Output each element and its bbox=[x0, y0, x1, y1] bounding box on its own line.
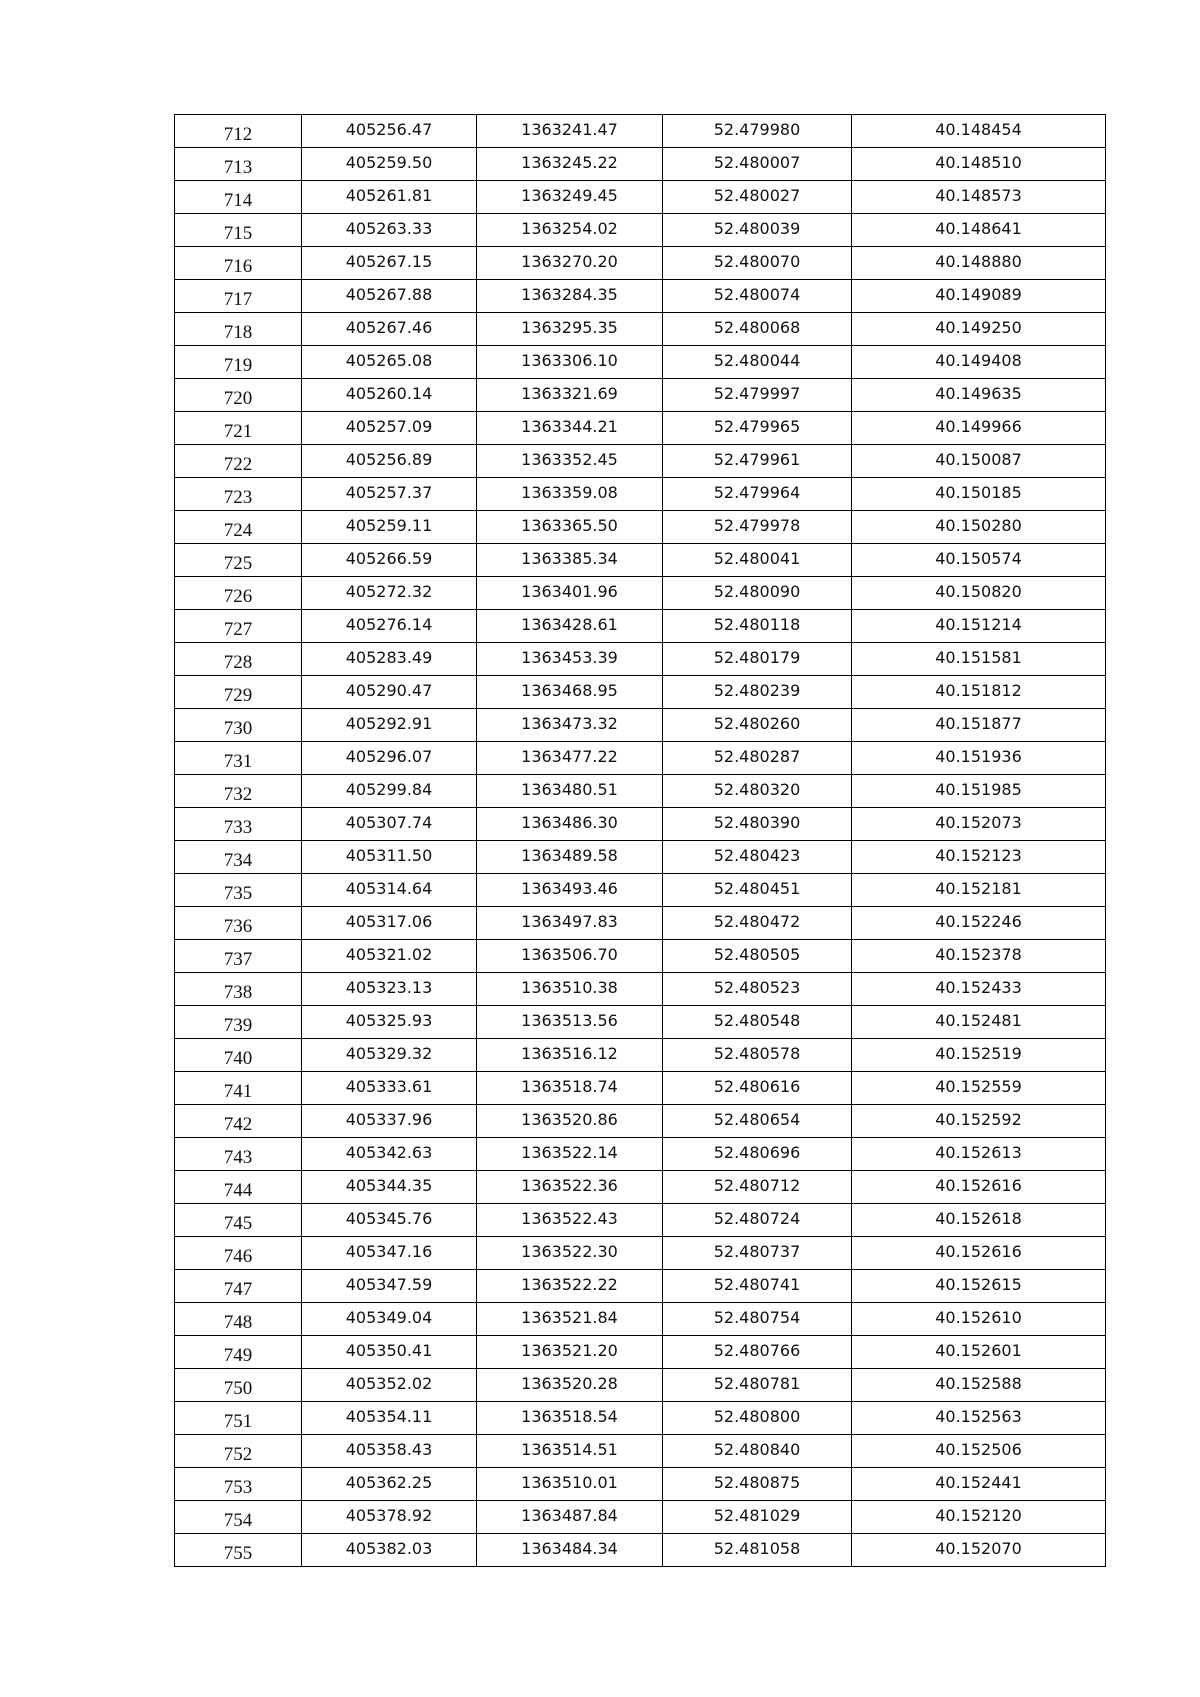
longitude-cell: 40.152588 bbox=[852, 1369, 1106, 1402]
x-coordinate-cell: 405267.15 bbox=[302, 247, 477, 280]
point-number-cell: 738 bbox=[175, 973, 302, 1006]
latitude-cell: 52.479978 bbox=[663, 511, 852, 544]
y-coordinate-cell: 1363520.28 bbox=[477, 1369, 663, 1402]
table-row bbox=[175, 841, 1106, 874]
longitude-cell: 40.149408 bbox=[852, 346, 1106, 379]
point-number-cell: 724 bbox=[175, 511, 302, 544]
y-coordinate-cell: 1363493.46 bbox=[477, 874, 663, 907]
table-row bbox=[175, 874, 1106, 907]
y-coordinate-cell: 1363477.22 bbox=[477, 742, 663, 775]
table-row bbox=[175, 1369, 1106, 1402]
x-coordinate-cell: 405265.08 bbox=[302, 346, 477, 379]
table-row bbox=[175, 808, 1106, 841]
x-coordinate-cell: 405378.92 bbox=[302, 1501, 477, 1534]
longitude-cell: 40.152559 bbox=[852, 1072, 1106, 1105]
y-coordinate-cell: 1363321.69 bbox=[477, 379, 663, 412]
y-coordinate-cell: 1363245.22 bbox=[477, 148, 663, 181]
table-row bbox=[175, 214, 1106, 247]
x-coordinate-cell: 405263.33 bbox=[302, 214, 477, 247]
longitude-cell: 40.152506 bbox=[852, 1435, 1106, 1468]
longitude-cell: 40.152616 bbox=[852, 1171, 1106, 1204]
table-row bbox=[175, 478, 1106, 511]
x-coordinate-cell: 405323.13 bbox=[302, 973, 477, 1006]
latitude-cell: 52.480041 bbox=[663, 544, 852, 577]
table-row bbox=[175, 742, 1106, 775]
table-row bbox=[175, 1402, 1106, 1435]
latitude-cell: 52.480044 bbox=[663, 346, 852, 379]
longitude-cell: 40.152563 bbox=[852, 1402, 1106, 1435]
point-number-cell: 718 bbox=[175, 313, 302, 346]
longitude-cell: 40.152181 bbox=[852, 874, 1106, 907]
x-coordinate-cell: 405256.47 bbox=[302, 115, 477, 148]
x-coordinate-cell: 405307.74 bbox=[302, 808, 477, 841]
point-number-cell: 754 bbox=[175, 1501, 302, 1534]
point-number-cell: 741 bbox=[175, 1072, 302, 1105]
longitude-cell: 40.150087 bbox=[852, 445, 1106, 478]
x-coordinate-cell: 405349.04 bbox=[302, 1303, 477, 1336]
point-number-cell: 740 bbox=[175, 1039, 302, 1072]
latitude-cell: 52.480875 bbox=[663, 1468, 852, 1501]
table-row bbox=[175, 1501, 1106, 1534]
table-row bbox=[175, 1468, 1106, 1501]
point-number-cell: 730 bbox=[175, 709, 302, 742]
longitude-cell: 40.151812 bbox=[852, 676, 1106, 709]
latitude-cell: 52.480390 bbox=[663, 808, 852, 841]
point-number-cell: 717 bbox=[175, 280, 302, 313]
y-coordinate-cell: 1363254.02 bbox=[477, 214, 663, 247]
point-number-cell: 750 bbox=[175, 1369, 302, 1402]
y-coordinate-cell: 1363510.01 bbox=[477, 1468, 663, 1501]
latitude-cell: 52.480007 bbox=[663, 148, 852, 181]
table-row bbox=[175, 1534, 1106, 1567]
latitude-cell: 52.480523 bbox=[663, 973, 852, 1006]
longitude-cell: 40.151985 bbox=[852, 775, 1106, 808]
x-coordinate-cell: 405317.06 bbox=[302, 907, 477, 940]
longitude-cell: 40.152433 bbox=[852, 973, 1106, 1006]
point-number-cell: 748 bbox=[175, 1303, 302, 1336]
longitude-cell: 40.148641 bbox=[852, 214, 1106, 247]
latitude-cell: 52.481029 bbox=[663, 1501, 852, 1534]
longitude-cell: 40.152073 bbox=[852, 808, 1106, 841]
latitude-cell: 52.480090 bbox=[663, 577, 852, 610]
table-row bbox=[175, 511, 1106, 544]
point-number-cell: 747 bbox=[175, 1270, 302, 1303]
longitude-cell: 40.150185 bbox=[852, 478, 1106, 511]
point-number-cell: 734 bbox=[175, 841, 302, 874]
x-coordinate-cell: 405267.46 bbox=[302, 313, 477, 346]
table-row bbox=[175, 247, 1106, 280]
table-row bbox=[175, 115, 1106, 148]
latitude-cell: 52.480472 bbox=[663, 907, 852, 940]
table-row bbox=[175, 1270, 1106, 1303]
point-number-cell: 723 bbox=[175, 478, 302, 511]
table-row bbox=[175, 1303, 1106, 1336]
longitude-cell: 40.151936 bbox=[852, 742, 1106, 775]
longitude-cell: 40.148510 bbox=[852, 148, 1106, 181]
y-coordinate-cell: 1363510.38 bbox=[477, 973, 663, 1006]
latitude-cell: 52.480118 bbox=[663, 610, 852, 643]
x-coordinate-cell: 405261.81 bbox=[302, 181, 477, 214]
point-number-cell: 733 bbox=[175, 808, 302, 841]
table-row bbox=[175, 1138, 1106, 1171]
table-row bbox=[175, 940, 1106, 973]
longitude-cell: 40.149966 bbox=[852, 412, 1106, 445]
y-coordinate-cell: 1363514.51 bbox=[477, 1435, 663, 1468]
point-number-cell: 751 bbox=[175, 1402, 302, 1435]
latitude-cell: 52.480039 bbox=[663, 214, 852, 247]
point-number-cell: 739 bbox=[175, 1006, 302, 1039]
latitude-cell: 52.480754 bbox=[663, 1303, 852, 1336]
x-coordinate-cell: 405325.93 bbox=[302, 1006, 477, 1039]
y-coordinate-cell: 1363521.20 bbox=[477, 1336, 663, 1369]
x-coordinate-cell: 405283.49 bbox=[302, 643, 477, 676]
latitude-cell: 52.480548 bbox=[663, 1006, 852, 1039]
latitude-cell: 52.480840 bbox=[663, 1435, 852, 1468]
longitude-cell: 40.149635 bbox=[852, 379, 1106, 412]
coordinates-table-body bbox=[175, 115, 1106, 1567]
x-coordinate-cell: 405354.11 bbox=[302, 1402, 477, 1435]
latitude-cell: 52.479964 bbox=[663, 478, 852, 511]
latitude-cell: 52.480578 bbox=[663, 1039, 852, 1072]
longitude-cell: 40.149089 bbox=[852, 280, 1106, 313]
x-coordinate-cell: 405342.63 bbox=[302, 1138, 477, 1171]
table-row bbox=[175, 1006, 1106, 1039]
x-coordinate-cell: 405333.61 bbox=[302, 1072, 477, 1105]
y-coordinate-cell: 1363520.86 bbox=[477, 1105, 663, 1138]
y-coordinate-cell: 1363270.20 bbox=[477, 247, 663, 280]
latitude-cell: 52.479961 bbox=[663, 445, 852, 478]
point-number-cell: 716 bbox=[175, 247, 302, 280]
point-number-cell: 753 bbox=[175, 1468, 302, 1501]
longitude-cell: 40.148880 bbox=[852, 247, 1106, 280]
table-row bbox=[175, 544, 1106, 577]
x-coordinate-cell: 405352.02 bbox=[302, 1369, 477, 1402]
x-coordinate-cell: 405257.37 bbox=[302, 478, 477, 511]
x-coordinate-cell: 405347.59 bbox=[302, 1270, 477, 1303]
point-number-cell: 735 bbox=[175, 874, 302, 907]
point-number-cell: 713 bbox=[175, 148, 302, 181]
table-row bbox=[175, 1237, 1106, 1270]
point-number-cell: 746 bbox=[175, 1237, 302, 1270]
longitude-cell: 40.151877 bbox=[852, 709, 1106, 742]
table-row bbox=[175, 181, 1106, 214]
y-coordinate-cell: 1363518.54 bbox=[477, 1402, 663, 1435]
y-coordinate-cell: 1363486.30 bbox=[477, 808, 663, 841]
y-coordinate-cell: 1363522.36 bbox=[477, 1171, 663, 1204]
longitude-cell: 40.148454 bbox=[852, 115, 1106, 148]
x-coordinate-cell: 405350.41 bbox=[302, 1336, 477, 1369]
y-coordinate-cell: 1363295.35 bbox=[477, 313, 663, 346]
y-coordinate-cell: 1363506.70 bbox=[477, 940, 663, 973]
latitude-cell: 52.479997 bbox=[663, 379, 852, 412]
point-number-cell: 732 bbox=[175, 775, 302, 808]
longitude-cell: 40.152616 bbox=[852, 1237, 1106, 1270]
longitude-cell: 40.152481 bbox=[852, 1006, 1106, 1039]
point-number-cell: 728 bbox=[175, 643, 302, 676]
x-coordinate-cell: 405344.35 bbox=[302, 1171, 477, 1204]
longitude-cell: 40.152592 bbox=[852, 1105, 1106, 1138]
longitude-cell: 40.152070 bbox=[852, 1534, 1106, 1567]
point-number-cell: 729 bbox=[175, 676, 302, 709]
y-coordinate-cell: 1363344.21 bbox=[477, 412, 663, 445]
latitude-cell: 52.480741 bbox=[663, 1270, 852, 1303]
table-row bbox=[175, 379, 1106, 412]
y-coordinate-cell: 1363468.95 bbox=[477, 676, 663, 709]
latitude-cell: 52.480423 bbox=[663, 841, 852, 874]
x-coordinate-cell: 405296.07 bbox=[302, 742, 477, 775]
latitude-cell: 52.481058 bbox=[663, 1534, 852, 1567]
y-coordinate-cell: 1363428.61 bbox=[477, 610, 663, 643]
x-coordinate-cell: 405311.50 bbox=[302, 841, 477, 874]
y-coordinate-cell: 1363385.34 bbox=[477, 544, 663, 577]
latitude-cell: 52.480320 bbox=[663, 775, 852, 808]
y-coordinate-cell: 1363518.74 bbox=[477, 1072, 663, 1105]
table-row bbox=[175, 1336, 1106, 1369]
y-coordinate-cell: 1363522.43 bbox=[477, 1204, 663, 1237]
latitude-cell: 52.480074 bbox=[663, 280, 852, 313]
table-row bbox=[175, 973, 1106, 1006]
y-coordinate-cell: 1363401.96 bbox=[477, 577, 663, 610]
point-number-cell: 745 bbox=[175, 1204, 302, 1237]
latitude-cell: 52.479965 bbox=[663, 412, 852, 445]
y-coordinate-cell: 1363241.47 bbox=[477, 115, 663, 148]
longitude-cell: 40.152519 bbox=[852, 1039, 1106, 1072]
latitude-cell: 52.480712 bbox=[663, 1171, 852, 1204]
x-coordinate-cell: 405299.84 bbox=[302, 775, 477, 808]
latitude-cell: 52.480260 bbox=[663, 709, 852, 742]
point-number-cell: 720 bbox=[175, 379, 302, 412]
y-coordinate-cell: 1363284.35 bbox=[477, 280, 663, 313]
y-coordinate-cell: 1363522.30 bbox=[477, 1237, 663, 1270]
latitude-cell: 52.480696 bbox=[663, 1138, 852, 1171]
x-coordinate-cell: 405337.96 bbox=[302, 1105, 477, 1138]
y-coordinate-cell: 1363365.50 bbox=[477, 511, 663, 544]
table-row bbox=[175, 643, 1106, 676]
table-row bbox=[175, 907, 1106, 940]
latitude-cell: 52.480027 bbox=[663, 181, 852, 214]
y-coordinate-cell: 1363522.14 bbox=[477, 1138, 663, 1171]
latitude-cell: 52.480616 bbox=[663, 1072, 852, 1105]
table-row bbox=[175, 313, 1106, 346]
x-coordinate-cell: 405347.16 bbox=[302, 1237, 477, 1270]
point-number-cell: 712 bbox=[175, 115, 302, 148]
y-coordinate-cell: 1363516.12 bbox=[477, 1039, 663, 1072]
x-coordinate-cell: 405290.47 bbox=[302, 676, 477, 709]
table-row bbox=[175, 1204, 1106, 1237]
point-number-cell: 737 bbox=[175, 940, 302, 973]
table-row bbox=[175, 1072, 1106, 1105]
latitude-cell: 52.480654 bbox=[663, 1105, 852, 1138]
y-coordinate-cell: 1363513.56 bbox=[477, 1006, 663, 1039]
x-coordinate-cell: 405266.59 bbox=[302, 544, 477, 577]
x-coordinate-cell: 405321.02 bbox=[302, 940, 477, 973]
point-number-cell: 722 bbox=[175, 445, 302, 478]
table-row bbox=[175, 775, 1106, 808]
table-row bbox=[175, 148, 1106, 181]
longitude-cell: 40.152601 bbox=[852, 1336, 1106, 1369]
coordinates-table bbox=[174, 114, 1106, 1567]
x-coordinate-cell: 405259.11 bbox=[302, 511, 477, 544]
table-row bbox=[175, 709, 1106, 742]
y-coordinate-cell: 1363453.39 bbox=[477, 643, 663, 676]
longitude-cell: 40.152123 bbox=[852, 841, 1106, 874]
longitude-cell: 40.152120 bbox=[852, 1501, 1106, 1534]
point-number-cell: 742 bbox=[175, 1105, 302, 1138]
table-row bbox=[175, 280, 1106, 313]
y-coordinate-cell: 1363306.10 bbox=[477, 346, 663, 379]
table-row bbox=[175, 1435, 1106, 1468]
table-row bbox=[175, 1105, 1106, 1138]
longitude-cell: 40.152615 bbox=[852, 1270, 1106, 1303]
y-coordinate-cell: 1363497.83 bbox=[477, 907, 663, 940]
latitude-cell: 52.480724 bbox=[663, 1204, 852, 1237]
x-coordinate-cell: 405259.50 bbox=[302, 148, 477, 181]
y-coordinate-cell: 1363522.22 bbox=[477, 1270, 663, 1303]
latitude-cell: 52.480068 bbox=[663, 313, 852, 346]
x-coordinate-cell: 405358.43 bbox=[302, 1435, 477, 1468]
point-number-cell: 744 bbox=[175, 1171, 302, 1204]
x-coordinate-cell: 405267.88 bbox=[302, 280, 477, 313]
y-coordinate-cell: 1363484.34 bbox=[477, 1534, 663, 1567]
latitude-cell: 52.479980 bbox=[663, 115, 852, 148]
longitude-cell: 40.149250 bbox=[852, 313, 1106, 346]
latitude-cell: 52.480070 bbox=[663, 247, 852, 280]
table-row bbox=[175, 1039, 1106, 1072]
x-coordinate-cell: 405256.89 bbox=[302, 445, 477, 478]
y-coordinate-cell: 1363489.58 bbox=[477, 841, 663, 874]
longitude-cell: 40.150280 bbox=[852, 511, 1106, 544]
point-number-cell: 736 bbox=[175, 907, 302, 940]
point-number-cell: 731 bbox=[175, 742, 302, 775]
y-coordinate-cell: 1363249.45 bbox=[477, 181, 663, 214]
longitude-cell: 40.151581 bbox=[852, 643, 1106, 676]
longitude-cell: 40.152613 bbox=[852, 1138, 1106, 1171]
latitude-cell: 52.480505 bbox=[663, 940, 852, 973]
longitude-cell: 40.151214 bbox=[852, 610, 1106, 643]
latitude-cell: 52.480800 bbox=[663, 1402, 852, 1435]
y-coordinate-cell: 1363480.51 bbox=[477, 775, 663, 808]
point-number-cell: 726 bbox=[175, 577, 302, 610]
x-coordinate-cell: 405362.25 bbox=[302, 1468, 477, 1501]
x-coordinate-cell: 405329.32 bbox=[302, 1039, 477, 1072]
x-coordinate-cell: 405257.09 bbox=[302, 412, 477, 445]
latitude-cell: 52.480239 bbox=[663, 676, 852, 709]
y-coordinate-cell: 1363487.84 bbox=[477, 1501, 663, 1534]
x-coordinate-cell: 405314.64 bbox=[302, 874, 477, 907]
longitude-cell: 40.152378 bbox=[852, 940, 1106, 973]
x-coordinate-cell: 405292.91 bbox=[302, 709, 477, 742]
table-row bbox=[175, 610, 1106, 643]
point-number-cell: 725 bbox=[175, 544, 302, 577]
point-number-cell: 755 bbox=[175, 1534, 302, 1567]
longitude-cell: 40.148573 bbox=[852, 181, 1106, 214]
point-number-cell: 715 bbox=[175, 214, 302, 247]
point-number-cell: 743 bbox=[175, 1138, 302, 1171]
table-row bbox=[175, 676, 1106, 709]
x-coordinate-cell: 405260.14 bbox=[302, 379, 477, 412]
point-number-cell: 749 bbox=[175, 1336, 302, 1369]
table-row bbox=[175, 412, 1106, 445]
x-coordinate-cell: 405276.14 bbox=[302, 610, 477, 643]
x-coordinate-cell: 405345.76 bbox=[302, 1204, 477, 1237]
longitude-cell: 40.152618 bbox=[852, 1204, 1106, 1237]
longitude-cell: 40.150574 bbox=[852, 544, 1106, 577]
y-coordinate-cell: 1363359.08 bbox=[477, 478, 663, 511]
y-coordinate-cell: 1363352.45 bbox=[477, 445, 663, 478]
table-row bbox=[175, 577, 1106, 610]
longitude-cell: 40.152246 bbox=[852, 907, 1106, 940]
latitude-cell: 52.480179 bbox=[663, 643, 852, 676]
point-number-cell: 752 bbox=[175, 1435, 302, 1468]
y-coordinate-cell: 1363473.32 bbox=[477, 709, 663, 742]
table-row bbox=[175, 1171, 1106, 1204]
longitude-cell: 40.152610 bbox=[852, 1303, 1106, 1336]
longitude-cell: 40.150820 bbox=[852, 577, 1106, 610]
x-coordinate-cell: 405272.32 bbox=[302, 577, 477, 610]
latitude-cell: 52.480451 bbox=[663, 874, 852, 907]
y-coordinate-cell: 1363521.84 bbox=[477, 1303, 663, 1336]
latitude-cell: 52.480287 bbox=[663, 742, 852, 775]
point-number-cell: 714 bbox=[175, 181, 302, 214]
longitude-cell: 40.152441 bbox=[852, 1468, 1106, 1501]
point-number-cell: 719 bbox=[175, 346, 302, 379]
table-row bbox=[175, 445, 1106, 478]
x-coordinate-cell: 405382.03 bbox=[302, 1534, 477, 1567]
table-row bbox=[175, 346, 1106, 379]
latitude-cell: 52.480781 bbox=[663, 1369, 852, 1402]
point-number-cell: 721 bbox=[175, 412, 302, 445]
latitude-cell: 52.480737 bbox=[663, 1237, 852, 1270]
point-number-cell: 727 bbox=[175, 610, 302, 643]
latitude-cell: 52.480766 bbox=[663, 1336, 852, 1369]
